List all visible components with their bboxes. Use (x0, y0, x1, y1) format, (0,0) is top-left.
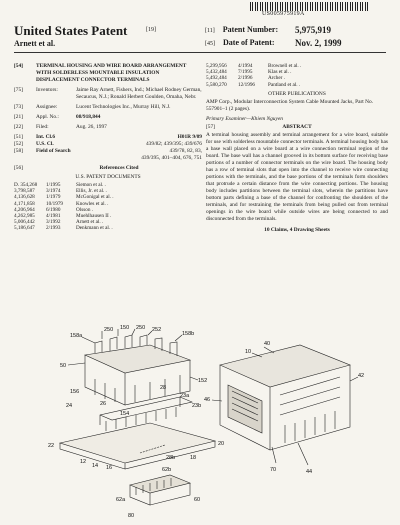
claims-summary: 10 Claims, 4 Drawing Sheets (264, 226, 330, 233)
reference-number: 5,580,270 (206, 81, 227, 88)
label-60: 60 (194, 497, 201, 503)
label-26: 26 (100, 401, 107, 407)
label-158b: 158b (182, 331, 195, 337)
us-patent-documents-heading: U.S. PATENT DOCUMENTS (75, 174, 141, 180)
label-250: 250 (104, 327, 114, 333)
drawing-figures (40, 325, 370, 520)
date-of-patent: Nov. 2, 1999 (295, 38, 342, 48)
int-cl-field: [51] Int. Cl.6 H01R 9/09 (14, 134, 202, 140)
reference-name: Brownell et al. . (268, 63, 302, 69)
label-62a: 62a (116, 497, 126, 503)
abstract-heading-row: [57] ABSTRACT (206, 124, 388, 131)
bibliographic-column (14, 63, 202, 232)
reference-date: 10/1979 (46, 200, 64, 207)
label-23a: 23a (180, 393, 190, 399)
label-20: 20 (218, 441, 225, 447)
reference-name: Muehlhausen II . (76, 213, 112, 220)
patent-drawing (40, 325, 370, 520)
label-158a: 158a (70, 333, 83, 339)
label-150: 150 (120, 325, 130, 331)
label-10: 10 (245, 349, 252, 355)
label-80: 80 (128, 513, 135, 519)
label-16: 16 (106, 465, 113, 471)
date-of-patent-row (205, 38, 342, 48)
label-42: 42 (358, 373, 365, 379)
reference-number: 5,186,647 (14, 225, 35, 232)
label-156: 156 (70, 389, 80, 395)
field-of-search: [58] Field of Search 439/78, 82, 83, 439/395, 401–404, 676, 751 (14, 148, 202, 161)
references-table-right (206, 63, 388, 88)
reference-date: 3/1974 (46, 188, 61, 195)
label-24: 24 (66, 403, 73, 409)
label-23b: 23b (192, 403, 202, 409)
reference-name: Olsson . (76, 206, 94, 213)
reference-number: 4,206,964 (14, 206, 35, 213)
title-code: [19] (146, 27, 156, 33)
reference-date: 2/1996 (238, 75, 253, 82)
appl-no-field: [21] Appl. No.: 08/918,844 (14, 114, 101, 120)
reference-date: 4/1994 (238, 63, 253, 69)
label-44: 44 (306, 469, 313, 475)
other-publications-text: AMP Corp., Modular Interconnection System Cable Mounted Jacks, Part No. 557901–1 (2 pages). (206, 98, 374, 112)
reference-name: Klas et al. . (268, 69, 292, 76)
reference-name: Ellis, Jr. et al. . (76, 188, 107, 195)
other-publications-heading: OTHER PUBLICATIONS (268, 90, 326, 97)
label-70: 70 (270, 467, 277, 473)
barcode (250, 2, 370, 11)
reference-number: 4,171,858 (14, 200, 35, 207)
reference-number: 5,492,484 (206, 75, 227, 82)
date-label: Date of Patent: (223, 38, 275, 47)
header-rule (14, 52, 386, 53)
label-154: 154 (120, 411, 130, 417)
reference-date: 1/1979 (46, 194, 61, 201)
patent-number-row (205, 25, 331, 35)
reference-number: D. 354,268 (14, 182, 38, 188)
label-18: 18 (190, 455, 197, 461)
reference-date: 7/1995 (238, 69, 253, 76)
patent-title: United States Patent (14, 23, 128, 38)
label-252: 252 (152, 327, 162, 333)
reference-name: Archer . (268, 75, 285, 82)
reference-date: 1/1995 (46, 182, 61, 188)
reference-name: Arnett et al. . (76, 219, 104, 226)
label-62b: 62b (162, 467, 172, 473)
reference-name: Denkmann et al. . (76, 225, 113, 232)
abstract-heading: ABSTRACT (282, 123, 312, 130)
assignee-field: [73] Assignee: Lucent Technologies Inc., Murray Hill, N.J. (14, 104, 171, 110)
label-250b: 250 (136, 325, 146, 331)
reference-row (206, 82, 388, 88)
label-40: 40 (264, 341, 271, 347)
label-152: 152 (198, 378, 208, 384)
date-code: [45] (205, 41, 215, 47)
references-heading: [56] References Cited (14, 165, 139, 171)
label-28b: 28b (166, 455, 176, 461)
reference-date: 3/1992 (46, 219, 61, 226)
label-50: 50 (60, 363, 67, 369)
connector-terminal-figure (130, 475, 190, 505)
abstract-text: A terminal housing assembly and terminal arrangement for a wire board, suitable for use with solderless mountable connector terminals. A terminal housing body has a base wall placed on a wire board at a wire connection terminal region of the board. The base wall has a channel grooved in its bottom surface for receiving base portions of a number of connector terminals on the wire board. The housing body has a row of terminal slots that open into the channel to receive wire connecting portions with the terminals, and the base portions of the terminals form shoulders that protrude a certain distance from the wire connecting portions. The housing body includes partitions between the terminal slots, wherein the partitions have bottom parts defining a base of the channel for confronting the shoulders of the terminals, and for restraining the terminals from being pulled out from terminal openings in the wire board while outside wires are being connected to and disconnected from the terminals. (206, 131, 388, 222)
reference-number: 5,299,956 (206, 63, 227, 69)
inventor-short: Arnett et al. (14, 39, 56, 48)
document-number: US005975919A (262, 11, 305, 17)
reference-number: 4,262,985 (14, 213, 35, 220)
terminal-housing-figure (85, 335, 190, 405)
label-14: 14 (92, 463, 99, 469)
reference-name: Siemon et al. . (76, 182, 106, 188)
reference-date: 2/1993 (46, 225, 61, 232)
label-12: 12 (80, 459, 87, 465)
reference-date: 12/1996 (238, 81, 256, 88)
label-46: 46 (204, 397, 211, 403)
reference-number: 5,006,442 (14, 219, 35, 226)
reference-date: 6/1980 (46, 206, 61, 213)
modular-jack-figure (220, 345, 350, 450)
reference-name: McGonigal et al. . (76, 194, 114, 201)
reference-date: 4/1981 (46, 213, 61, 220)
reference-number: 3,798,587 (14, 188, 35, 195)
label-28: 28 (160, 385, 167, 391)
abstract-column (206, 63, 388, 234)
primary-examiner: Primary Examiner—Khiem Nguyen (206, 115, 283, 122)
patent-number-label: Patent Number: (222, 25, 279, 34)
reference-name: Pantland et al. . (268, 81, 301, 88)
us-cl-field: [52] U.S. Cl. 439/82; 439/395; 439/676 (14, 141, 202, 147)
filed-field: [22] Filed: Aug. 26, 1997 (14, 124, 107, 130)
reference-number: 4,136,628 (14, 194, 35, 201)
reference-name: Knowles et al. . (76, 200, 109, 207)
label-22: 22 (48, 443, 55, 449)
reference-row (14, 225, 202, 231)
inventors-field: [75] Inventors: Jaime Ray Arnett, Fishers, Ind.; Michael Rodney German, Secaucus, N.J.; Ronald Herbert Goulden, Omaha, Nebr. (14, 87, 202, 100)
patent-number-code: [11] (205, 28, 215, 34)
patent-number: 5,975,919 (295, 25, 331, 35)
references-table-left (14, 182, 202, 232)
reference-number: 5,432,484 (206, 69, 227, 76)
invention-title: [54] TERMINAL HOUSING AND WIRE BOARD ARRANGEMENT WITH SOLDERLESS MOUNTABLE INSULATION DISPLACEMENT CONNECTOR TERMINALS (14, 63, 187, 83)
